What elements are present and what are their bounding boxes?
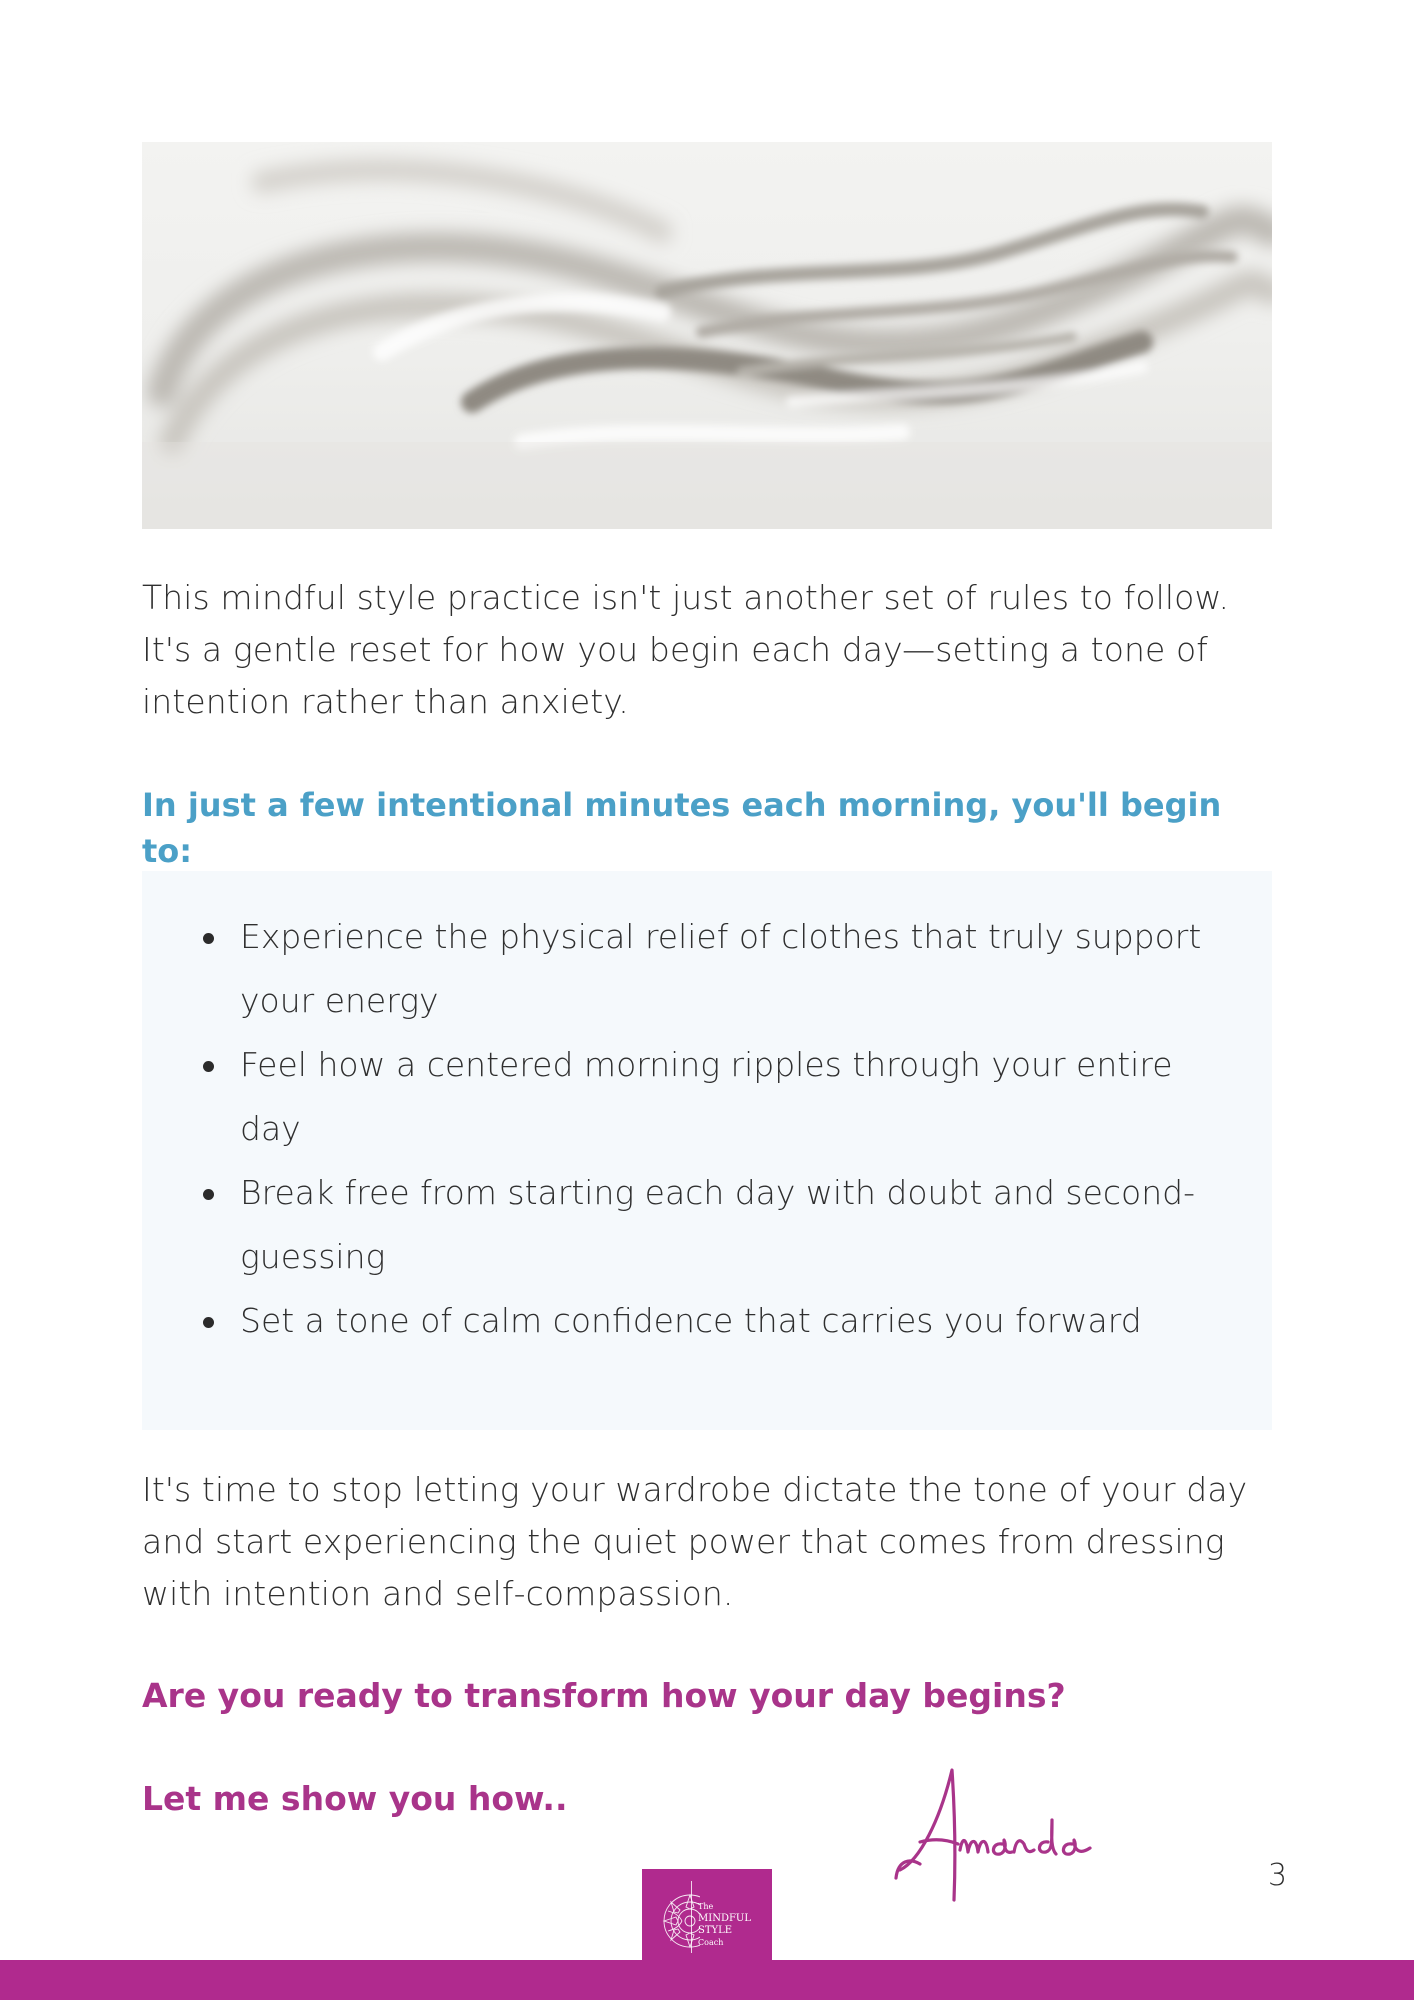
intro-paragraph: This mindful style practice isn't just another set of rules to follow. It's a gentle reset for how you begin each day—setting a tone of intention rather than anxiety. xyxy=(142,578,1230,721)
list-item xyxy=(142,1033,1272,1161)
logo-line-mindful: MINDFUL xyxy=(698,1913,751,1924)
list-item xyxy=(142,905,1272,1033)
bullet-icon xyxy=(203,933,214,944)
sand-ripples-illustration xyxy=(142,142,1272,529)
list-item xyxy=(142,1289,1272,1353)
page-number: 3 xyxy=(1268,1858,1288,1893)
logo-line-style: STYLE xyxy=(698,1925,733,1936)
list-item-text: Feel how a centered morning ripples through your entire day xyxy=(240,1045,1173,1148)
brand-logo xyxy=(642,1869,772,1962)
logo-line-the: The xyxy=(698,1902,714,1911)
logo-wordmark xyxy=(698,1901,751,1949)
hero-sand-image xyxy=(142,142,1272,529)
list-item-text: Break free from starting each day with doubt and second-guessing xyxy=(240,1173,1196,1276)
benefits-heading: In just a few intentional minutes each morning, you'll begin to: xyxy=(142,786,1222,870)
bullet-icon xyxy=(203,1317,214,1328)
list-item-text: Set a tone of calm confidence that carries you forward xyxy=(240,1301,1142,1340)
mandala-icon xyxy=(650,1877,700,1957)
logo-line-coach: Coach xyxy=(698,1938,724,1947)
closing-question: Are you ready to transform how your day begins? xyxy=(142,1676,1066,1715)
closing-cta: Let me show you how.. xyxy=(142,1779,568,1818)
bullet-icon xyxy=(203,1189,214,1200)
logo-divider xyxy=(691,1881,692,1953)
bullet-icon xyxy=(203,1061,214,1072)
closing-paragraph: It's time to stop letting your wardrobe dictate the tone of your day and start experiencing the quiet power that comes from dressing with intention and self-compassion. xyxy=(142,1470,1248,1613)
benefits-list xyxy=(142,905,1272,1353)
footer-bar xyxy=(0,1960,1414,2000)
list-item-text: Experience the physical relief of clothes that truly support your energy xyxy=(240,917,1202,1020)
signature-amanda-illustration xyxy=(890,1760,1150,1920)
signature xyxy=(890,1760,1150,1920)
list-item xyxy=(142,1161,1272,1289)
benefits-box xyxy=(142,871,1272,1430)
